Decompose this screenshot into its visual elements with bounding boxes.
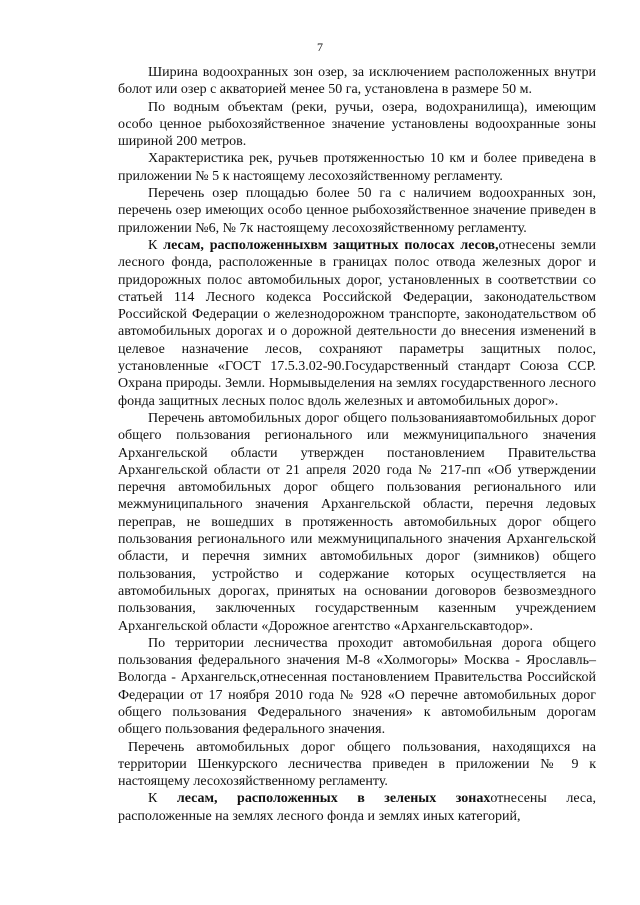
paragraph-body-text: отнесены земли лесного фонда, расположенные в границах полос отвода железных дорог и придорожных полос автомобильных дорог, установленных в соответствии со статьей 114 Лесного кодекса Российской Федерации, законодательством Российской Федерации о железнодорожном транспорте, законодательством об автомобильных дорогах и о дорожной деятельности до внесения изменений в целевое назначение лесов, сохраняют параметры защитных полос, установленные «ГОСТ 17.5.3.02-90.Государственный стандарт Союза ССР. Охрана природы. Земли. Нормывыделения на землях государственного лесного фонда защитных лесных полос вдоль железных и автомобильных дорог». bbox=[118, 237, 596, 409]
bold-term-protective-strips: лесам, расположенныхвм защитных полосах лесов, bbox=[163, 237, 499, 253]
paragraph-rivers-characteristic: Характеристика рек, ручьев протяженностью 10 км и более приведена в приложении № 5 к настоящему лесохозяйственному регламенту. bbox=[118, 151, 596, 184]
document-body bbox=[118, 64, 596, 825]
paragraph-fish-value-zones: По водным объектам (реки, ручьи, озера, водохранилища), имеющим особо ценное рыбохозяйственное значение установлены водоохранные зоны шириной 200 метров. bbox=[118, 99, 596, 150]
paragraph-lake-zones: Ширина водоохранных зон озер, за исключением расположенных внутри болот или озер с акваторией менее 50 га, установлена в размере 50 м. bbox=[118, 65, 596, 98]
paragraph-federal-road: По территории лесничества проходит автомобильная дорога общего пользования федерального значения М-8 «Холмогоры» Москва - Ярославль–Вологда - Архангельск,отнесенная постановлением Правительства Российской Федерации от 17 ноября 2010 года № 928 «О перечне автомобильных дорог общего пользования Федерального значения» к автомобильным дорогам общего пользования федерального значения. bbox=[118, 635, 596, 738]
paragraph-lead-text: К bbox=[148, 791, 177, 807]
paragraph-regional-roads: Перечень автомобильных дорог общего пользованияавтомобильных дорог общего пользования регионального или межмуниципального значения Архангельской области утвержден постановлением Правительства Архангельской области от 21 апреля 2020 года № 217-пп «Об утверждении перечня автомобильных дорог общего пользования регионального или межмуниципального значения Архангельской области, перечня ледовых переправ, не вошедших в протяженность автомобильных дорог общего пользования регионального или межмуниципального значения Архангельской области, и перечня зимних автомобильных дорог (зимников) общего пользования, устройство и содержание которых осуществляется на автомобильных дорогах, принятых на основании договоров безвозмездного пользования, заключенных государственным казенным учреждением Архангельской области «Дорожное агентство «Архангельскавтодор». bbox=[118, 410, 596, 634]
paragraph-protective-strips bbox=[118, 237, 596, 410]
paragraph-roads-appendix: Перечень автомобильных дорог общего пользования, находящихся на территории Шенкурского лесничества приведен в приложении № 9 к настоящему лесохозяйственному регламенту. bbox=[118, 739, 596, 790]
paragraph-body-text: отнесены леса, расположенные на землях лесного фонда и землях иных категорий, bbox=[118, 791, 596, 824]
paragraph-lead-text: К bbox=[148, 237, 164, 253]
paragraph-lakes-list: Перечень озер площадью более 50 га с наличием водоохранных зон, перечень озер имеющих особо ценное рыбохозяйственное значение приведен в приложении №6, № 7к настоящему лесохозяйственному регламенту. bbox=[118, 186, 596, 236]
bold-term-green-zones: лесам, расположенных в зеленых зонах bbox=[176, 791, 491, 807]
page-number: 7 bbox=[317, 40, 323, 54]
paragraph-green-zones bbox=[118, 790, 596, 825]
